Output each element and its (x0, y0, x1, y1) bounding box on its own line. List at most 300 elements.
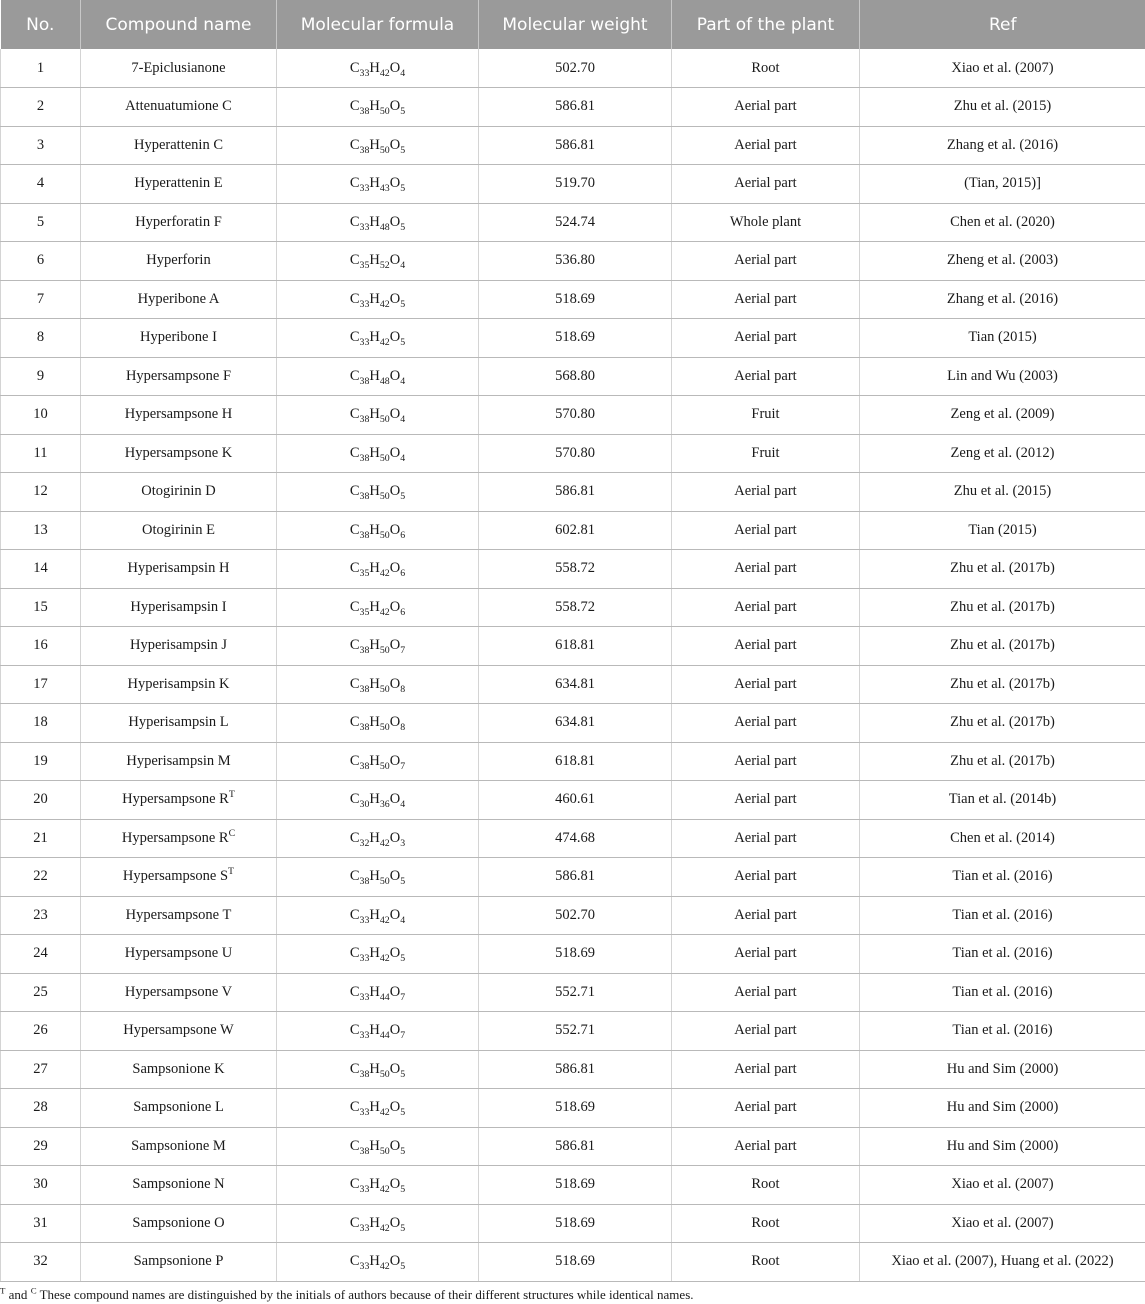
reference: Tian et al. (2016) (860, 935, 1145, 974)
formula-element: O (389, 367, 401, 384)
formula-count: 43 (379, 183, 390, 195)
formula-count: 38 (359, 683, 370, 695)
formula-count: 38 (359, 529, 370, 541)
formula-count: 50 (379, 144, 390, 156)
formula-count: 38 (359, 645, 370, 657)
row-number: 2 (1, 88, 81, 127)
formula-element: C (349, 406, 360, 423)
formula-count: 5 (400, 953, 406, 965)
row-number: 3 (1, 126, 81, 165)
compound-name (81, 1204, 277, 1243)
author-initial-mark: T (228, 789, 235, 801)
formula-count: 33 (359, 1261, 370, 1273)
formula-element: H (369, 791, 380, 808)
molecular-weight: 474.68 (479, 819, 672, 858)
reference: Zheng et al. (2003) (860, 242, 1145, 281)
row-number: 22 (1, 858, 81, 897)
formula-element: H (369, 906, 380, 923)
formula-count: 42 (379, 298, 390, 310)
formula-element: C (349, 983, 360, 1000)
formula-count: 6 (400, 606, 406, 618)
formula-element: C (349, 1137, 360, 1154)
table-row (1, 242, 1145, 281)
table-row (1, 1166, 1145, 1205)
compound-name-text: Hypersampsone K (124, 444, 233, 461)
formula-element: C (349, 868, 360, 885)
plant-part: Root (672, 1243, 860, 1282)
compound-name (81, 1127, 277, 1166)
formula-count: 42 (379, 606, 390, 618)
plant-part: Root (672, 1204, 860, 1243)
formula-element: O (389, 1214, 401, 1231)
formula-count: 35 (359, 260, 370, 272)
molecular-formula (277, 1243, 479, 1282)
compound-name (81, 511, 277, 550)
row-number: 32 (1, 1243, 81, 1282)
compound-name (81, 1050, 277, 1089)
formula-count: 6 (400, 529, 406, 541)
reference: Tian et al. (2016) (860, 1012, 1145, 1051)
formula-count: 4 (400, 799, 406, 811)
formula-count: 5 (400, 144, 406, 156)
formula-count: 33 (359, 298, 370, 310)
molecular-weight: 518.69 (479, 1243, 672, 1282)
molecular-weight: 570.80 (479, 396, 672, 435)
formula-count: 50 (379, 106, 390, 118)
formula-element: O (389, 1060, 401, 1077)
row-number: 30 (1, 1166, 81, 1205)
formula-element: H (369, 1099, 380, 1116)
compound-name-text: Sampsonione M (131, 1137, 226, 1154)
compound-name (81, 973, 277, 1012)
molecular-formula (277, 357, 479, 396)
row-number: 1 (1, 49, 81, 88)
formula-element: O (389, 406, 401, 423)
plant-part: Aerial part (672, 357, 860, 396)
row-number: 12 (1, 473, 81, 512)
compound-name-text: Hypersampsone S (122, 868, 229, 885)
table-row (1, 126, 1145, 165)
formula-count: 33 (359, 67, 370, 79)
compound-name (81, 1089, 277, 1128)
formula-count: 5 (400, 337, 406, 349)
formula-element: H (369, 637, 380, 654)
plant-part: Aerial part (672, 627, 860, 666)
compound-name (81, 896, 277, 935)
formula-element: O (389, 983, 401, 1000)
footnote-mark-t: T (0, 1285, 6, 1296)
formula-element: H (369, 1022, 380, 1039)
compound-name-text: Hyperisampsin J (129, 637, 228, 654)
formula-count: 48 (379, 375, 390, 387)
formula-element: H (369, 675, 380, 692)
molecular-weight: 602.81 (479, 511, 672, 550)
formula-element: O (389, 637, 401, 654)
formula-count: 5 (400, 1261, 406, 1273)
plant-part: Aerial part (672, 858, 860, 897)
formula-element: O (389, 213, 401, 230)
formula-element: H (369, 560, 380, 577)
compound-name (81, 280, 277, 319)
molecular-weight: 586.81 (479, 88, 672, 127)
formula-element: O (389, 1176, 401, 1193)
formula-element: O (389, 329, 401, 346)
table-row (1, 704, 1145, 743)
compound-name (81, 819, 277, 858)
table-row (1, 1089, 1145, 1128)
plant-part: Root (672, 1166, 860, 1205)
molecular-formula (277, 896, 479, 935)
header-molecular-formula: Molecular formula (277, 0, 479, 49)
molecular-formula (277, 1166, 479, 1205)
formula-element: O (389, 444, 401, 461)
formula-count: 6 (400, 568, 406, 580)
molecular-formula (277, 473, 479, 512)
formula-element: C (349, 598, 360, 615)
formula-count: 5 (400, 1107, 406, 1119)
compound-name-text: Hyperisampsin K (127, 675, 230, 692)
molecular-weight: 536.80 (479, 242, 672, 281)
row-number: 10 (1, 396, 81, 435)
compound-name (81, 126, 277, 165)
formula-element: H (369, 752, 380, 769)
formula-element: H (369, 598, 380, 615)
reference: Zhu et al. (2015) (860, 88, 1145, 127)
formula-element: O (389, 906, 401, 923)
formula-count: 44 (379, 991, 390, 1003)
reference: Xiao et al. (2007), Huang et al. (2022) (860, 1243, 1145, 1282)
formula-element: H (369, 175, 380, 192)
molecular-formula (277, 1204, 479, 1243)
row-number: 11 (1, 434, 81, 473)
formula-element: H (369, 329, 380, 346)
compound-name-text: Sampsonione O (132, 1214, 225, 1231)
molecular-formula (277, 588, 479, 627)
table-row (1, 665, 1145, 704)
formula-element: C (349, 637, 360, 654)
table-footnote (0, 1287, 694, 1303)
plant-part: Aerial part (672, 1089, 860, 1128)
plant-part: Aerial part (672, 588, 860, 627)
formula-element: C (349, 714, 360, 731)
formula-element: H (369, 1176, 380, 1193)
formula-count: 33 (359, 1107, 370, 1119)
plant-part: Aerial part (672, 665, 860, 704)
formula-element: C (349, 945, 360, 962)
reference: Chen et al. (2014) (860, 819, 1145, 858)
compound-name-text: Hyperibone A (137, 290, 220, 307)
molecular-formula (277, 1089, 479, 1128)
row-number: 4 (1, 165, 81, 204)
formula-count: 38 (359, 722, 370, 734)
formula-count: 50 (379, 1145, 390, 1157)
table-row (1, 550, 1145, 589)
formula-element: O (389, 675, 401, 692)
formula-count: 7 (400, 1030, 406, 1042)
plant-part: Fruit (672, 434, 860, 473)
compound-name (81, 319, 277, 358)
plant-part: Whole plant (672, 203, 860, 242)
molecular-weight: 518.69 (479, 1204, 672, 1243)
formula-element: H (369, 983, 380, 1000)
reference: Tian (2015) (860, 319, 1145, 358)
formula-count: 4 (400, 375, 406, 387)
compound-name (81, 550, 277, 589)
formula-count: 38 (359, 760, 370, 772)
reference: Chen et al. (2020) (860, 203, 1145, 242)
molecular-weight: 518.69 (479, 1166, 672, 1205)
compound-name (81, 627, 277, 666)
row-number: 15 (1, 588, 81, 627)
compound-name (81, 588, 277, 627)
formula-element: H (369, 252, 380, 269)
table-row (1, 396, 1145, 435)
table-row (1, 511, 1145, 550)
formula-element: C (349, 213, 360, 230)
compound-name-text: Hypersampsone U (124, 945, 233, 962)
formula-count: 33 (359, 914, 370, 926)
table-row (1, 165, 1145, 204)
molecular-weight: 502.70 (479, 896, 672, 935)
molecular-weight: 518.69 (479, 319, 672, 358)
plant-part: Root (672, 49, 860, 88)
row-number: 29 (1, 1127, 81, 1166)
row-number: 28 (1, 1089, 81, 1128)
table-header (1, 0, 1145, 49)
formula-count: 35 (359, 606, 370, 618)
formula-count: 42 (379, 67, 390, 79)
reference: Zhang et al. (2016) (860, 280, 1145, 319)
molecular-formula (277, 126, 479, 165)
compound-name (81, 781, 277, 820)
table-row (1, 1204, 1145, 1243)
reference: Tian et al. (2016) (860, 896, 1145, 935)
table-row (1, 781, 1145, 820)
header-molecular-weight: Molecular weight (479, 0, 672, 49)
formula-element: O (389, 136, 401, 153)
compound-name-text: Hyperattenin E (134, 175, 223, 192)
compound-name-text: Hypersampsone V (124, 983, 233, 1000)
molecular-weight: 586.81 (479, 1050, 672, 1089)
header-compound-name: Compound name (81, 0, 277, 49)
formula-element: H (369, 406, 380, 423)
footnote-and: and (5, 1287, 31, 1302)
formula-element: O (389, 252, 401, 269)
formula-element: C (349, 175, 360, 192)
formula-element: H (369, 1253, 380, 1270)
row-number: 25 (1, 973, 81, 1012)
molecular-weight: 634.81 (479, 704, 672, 743)
compound-name-text: Hyperibone I (140, 329, 217, 346)
formula-count: 33 (359, 1030, 370, 1042)
formula-element: H (369, 444, 380, 461)
table-row (1, 88, 1145, 127)
compound-name-text: Sampsonione P (133, 1253, 224, 1270)
header-ref: Ref (860, 0, 1145, 49)
formula-element: C (349, 752, 360, 769)
formula-count: 33 (359, 953, 370, 965)
plant-part: Aerial part (672, 473, 860, 512)
formula-count: 52 (379, 260, 390, 272)
formula-element: H (369, 714, 380, 731)
row-number: 27 (1, 1050, 81, 1089)
formula-count: 5 (400, 106, 406, 118)
formula-element: O (389, 829, 401, 846)
formula-element: O (389, 98, 401, 115)
formula-count: 50 (379, 491, 390, 503)
formula-count: 42 (379, 568, 390, 580)
reference: Hu and Sim (2000) (860, 1050, 1145, 1089)
row-number: 14 (1, 550, 81, 589)
formula-count: 32 (359, 837, 370, 849)
compound-name (81, 88, 277, 127)
molecular-weight: 618.81 (479, 742, 672, 781)
plant-part: Aerial part (672, 781, 860, 820)
compound-name (81, 434, 277, 473)
plant-part: Aerial part (672, 126, 860, 165)
molecular-weight: 586.81 (479, 473, 672, 512)
plant-part: Aerial part (672, 1012, 860, 1051)
table-row (1, 357, 1145, 396)
molecular-weight: 586.81 (479, 126, 672, 165)
footnote-text: These compound names are distinguished by the initials of authors because of their different structures while identical names. (36, 1287, 694, 1302)
row-number: 26 (1, 1012, 81, 1051)
formula-count: 50 (379, 645, 390, 657)
compound-name-text: Hypersampsone T (125, 906, 232, 923)
molecular-formula (277, 665, 479, 704)
compound-name (81, 396, 277, 435)
formula-element: H (369, 829, 380, 846)
formula-count: 50 (379, 1068, 390, 1080)
formula-element: C (349, 1214, 360, 1231)
row-number: 5 (1, 203, 81, 242)
formula-element: O (389, 1099, 401, 1116)
reference: Tian et al. (2014b) (860, 781, 1145, 820)
molecular-formula (277, 280, 479, 319)
row-number: 31 (1, 1204, 81, 1243)
plant-part: Aerial part (672, 319, 860, 358)
reference: Zeng et al. (2012) (860, 434, 1145, 473)
formula-count: 38 (359, 106, 370, 118)
molecular-formula (277, 1012, 479, 1051)
formula-count: 38 (359, 876, 370, 888)
compound-name (81, 357, 277, 396)
plant-part: Aerial part (672, 88, 860, 127)
formula-count: 4 (400, 414, 406, 426)
reference: Tian (2015) (860, 511, 1145, 550)
molecular-formula (277, 858, 479, 897)
molecular-weight: 518.69 (479, 1089, 672, 1128)
formula-count: 48 (379, 221, 390, 233)
formula-element: O (389, 714, 401, 731)
row-number: 19 (1, 742, 81, 781)
molecular-weight: 568.80 (479, 357, 672, 396)
compound-name (81, 704, 277, 743)
formula-element: O (389, 945, 401, 962)
compound-name-text: Sampsonione K (132, 1060, 225, 1077)
reference: Zhu et al. (2017b) (860, 588, 1145, 627)
molecular-weight: 519.70 (479, 165, 672, 204)
reference: Lin and Wu (2003) (860, 357, 1145, 396)
formula-element: C (349, 483, 360, 500)
formula-element: C (349, 1022, 360, 1039)
table-row (1, 973, 1145, 1012)
molecular-formula (277, 819, 479, 858)
table-row (1, 434, 1145, 473)
formula-count: 44 (379, 1030, 390, 1042)
formula-count: 5 (400, 1184, 406, 1196)
formula-count: 38 (359, 144, 370, 156)
compound-name-text: Hypersampsone H (124, 406, 233, 423)
table-row (1, 1243, 1145, 1282)
formula-element: O (389, 1253, 401, 1270)
reference: Zeng et al. (2009) (860, 396, 1145, 435)
compound-name-text: Hyperattenin C (134, 136, 223, 153)
formula-count: 4 (400, 452, 406, 464)
formula-count: 5 (400, 221, 406, 233)
reference: Xiao et al. (2007) (860, 1166, 1145, 1205)
reference: Zhu et al. (2017b) (860, 742, 1145, 781)
formula-element: C (349, 675, 360, 692)
formula-count: 5 (400, 298, 406, 310)
formula-count: 7 (400, 991, 406, 1003)
formula-count: 42 (379, 837, 390, 849)
molecular-weight: 634.81 (479, 665, 672, 704)
molecular-formula (277, 88, 479, 127)
compound-name-text: Hyperforatin F (135, 213, 222, 230)
formula-element: C (349, 290, 360, 307)
table-row (1, 819, 1145, 858)
compound-name-text: Sampsonione N (132, 1176, 225, 1193)
formula-element: H (369, 136, 380, 153)
molecular-formula (277, 704, 479, 743)
compound-name-text: Hyperforin (146, 252, 211, 269)
author-initial-mark: T (228, 866, 235, 878)
molecular-weight: 586.81 (479, 1127, 672, 1166)
plant-part: Aerial part (672, 242, 860, 281)
formula-count: 8 (400, 683, 406, 695)
formula-element: O (389, 598, 401, 615)
molecular-formula (277, 973, 479, 1012)
molecular-formula (277, 935, 479, 974)
row-number: 7 (1, 280, 81, 319)
formula-element: C (349, 1176, 360, 1193)
formula-element: C (349, 1060, 360, 1077)
compound-name (81, 1012, 277, 1051)
molecular-weight: 552.71 (479, 973, 672, 1012)
formula-count: 36 (379, 799, 390, 811)
formula-element: H (369, 945, 380, 962)
reference: Tian et al. (2016) (860, 973, 1145, 1012)
formula-element: C (349, 791, 360, 808)
compound-name (81, 1166, 277, 1205)
molecular-weight: 558.72 (479, 550, 672, 589)
formula-element: H (369, 1214, 380, 1231)
formula-count: 33 (359, 221, 370, 233)
plant-part: Aerial part (672, 165, 860, 204)
plant-part: Fruit (672, 396, 860, 435)
plant-part: Aerial part (672, 511, 860, 550)
molecular-formula (277, 627, 479, 666)
molecular-formula (277, 203, 479, 242)
formula-element: O (389, 59, 401, 76)
header-row (1, 0, 1145, 49)
formula-count: 38 (359, 1145, 370, 1157)
formula-element: C (349, 444, 360, 461)
reference: Xiao et al. (2007) (860, 49, 1145, 88)
formula-element: O (389, 521, 401, 538)
molecular-weight: 518.69 (479, 280, 672, 319)
